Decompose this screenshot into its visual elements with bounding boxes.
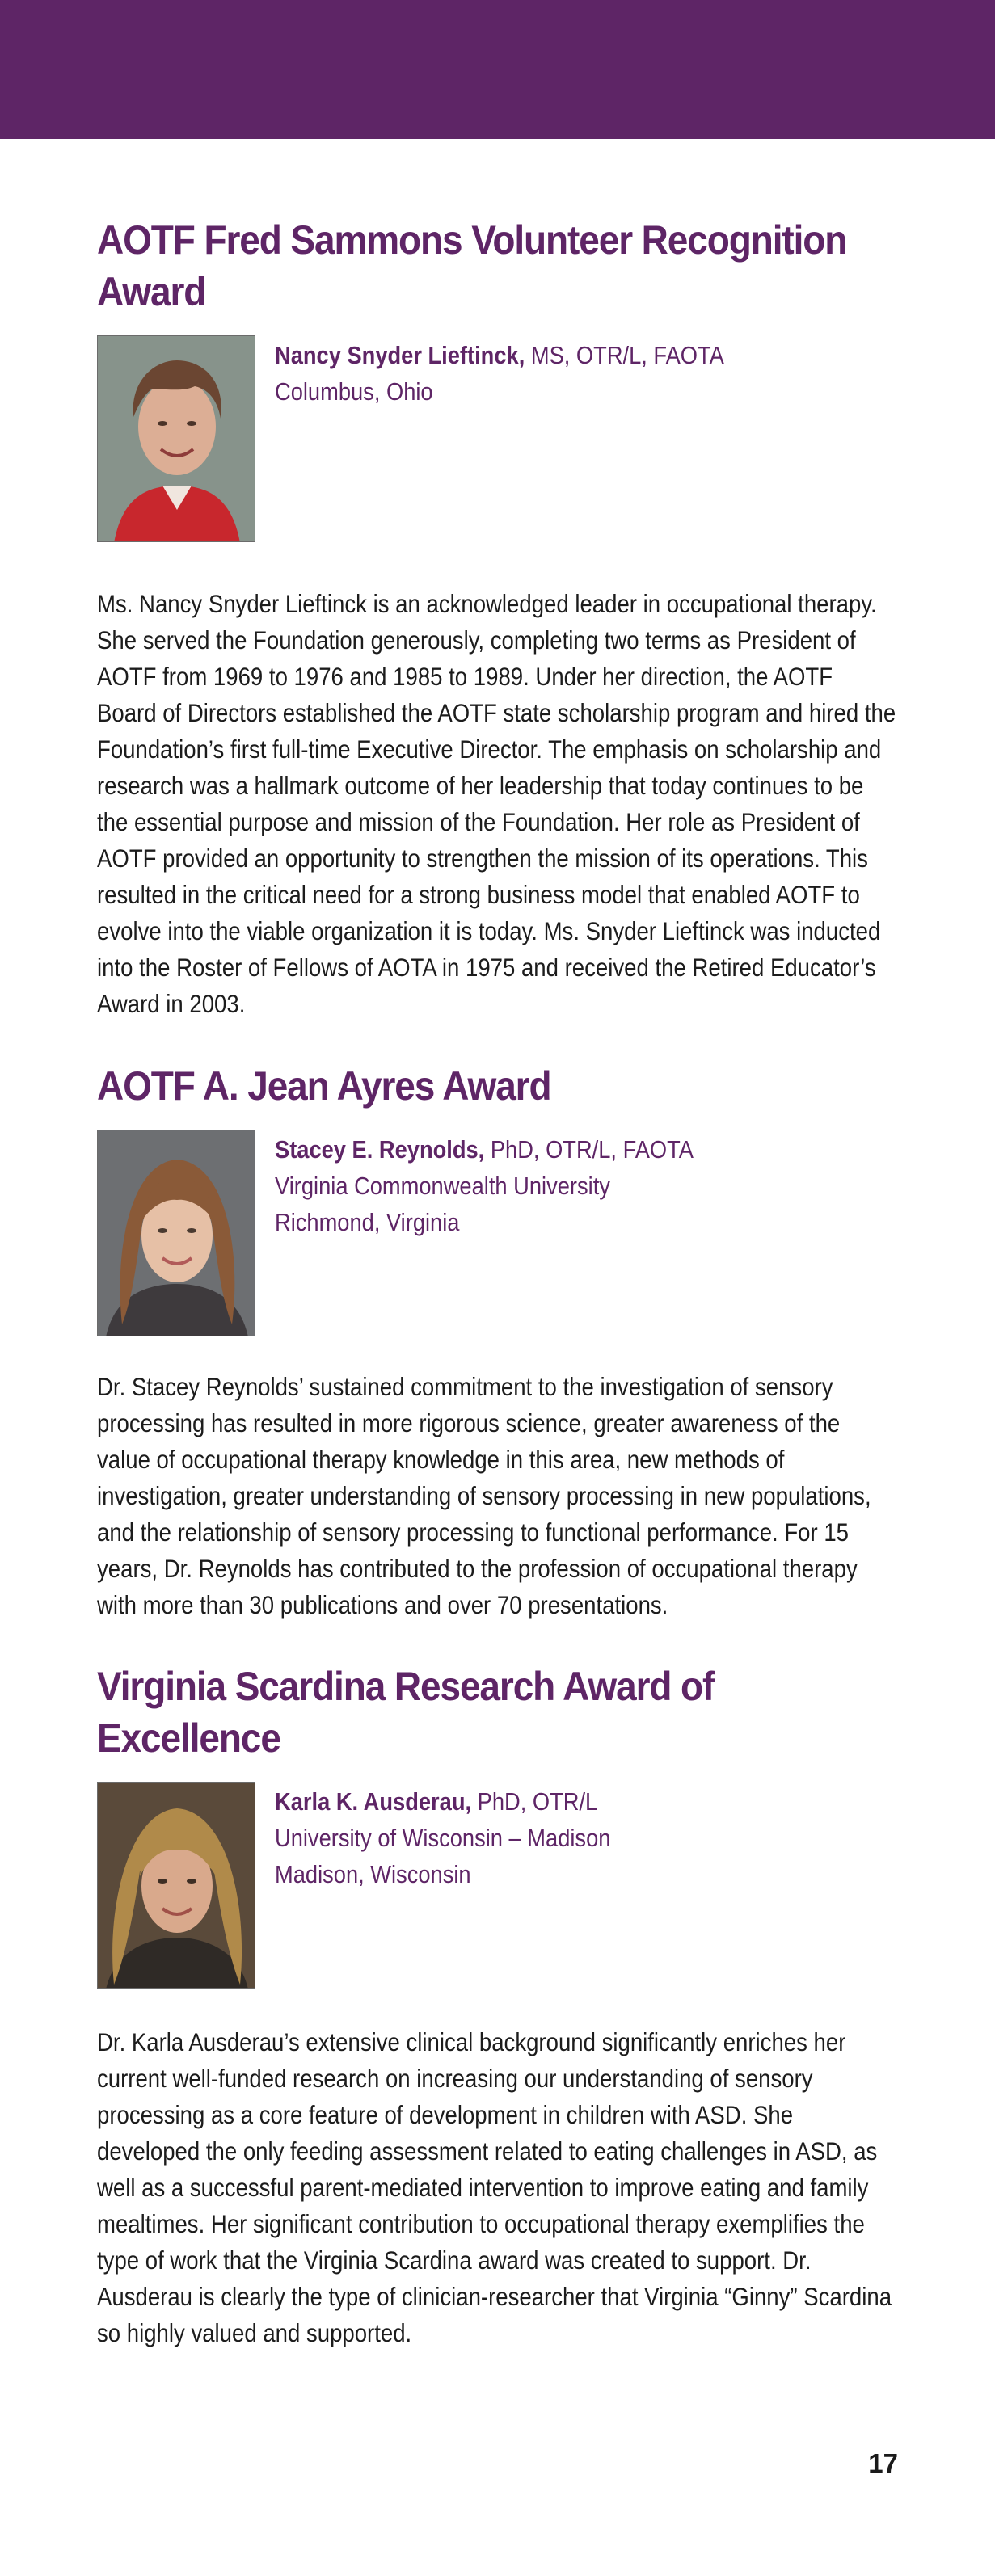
recipient-photo — [97, 1782, 255, 1989]
recipient-institution: University of Wisconsin – Madison — [275, 1824, 611, 1852]
recipient-photo — [97, 335, 255, 542]
recipient-card — [97, 1782, 897, 1990]
recipient-info — [275, 337, 786, 410]
award-section-scardina — [97, 1661, 897, 2347]
page-number: 17 — [868, 2448, 898, 2478]
recipient-name-line — [275, 1783, 610, 1820]
portrait-image — [98, 336, 255, 542]
recipient-credentials: MS, OTR/L, FAOTA — [525, 341, 724, 369]
recipient-bio: Ms. Nancy Snyder Lieftinck is an acknowledged leader in occupational therapy. She served the Foundation generously, completing two terms as President of AOTF from 1969 to 1976 and 1985 to 1989. Under her direction, the AOTF Board of Directors established the AOTF state scholarship program and hired the Foundation’s first full-time Executive Director. The emphasis on scholarship and research was a hallmark outcome of her leadership that today continues to be the essential purpose and mission of the Foundation. Her role as President of AOTF provided an opportunity to strengthen the mission of its operations. This resulted in the critical need for a strong business model that enabled AOTF to evolve into the viable organization it is today. Ms. Snyder Lieftinck was inducted into the Roster of Fellows of AOTA in 1975 and received the Retired Educator’s Award in 2003. — [97, 589, 896, 1018]
recipient-info — [275, 1131, 751, 1240]
recipient-photo — [97, 1130, 255, 1336]
recipient-name: Nancy Snyder Lieftinck, — [275, 341, 525, 369]
recipient-info — [275, 1783, 656, 1892]
recipient-card — [97, 335, 897, 544]
award-section-sammons — [97, 214, 897, 1018]
recipient-location: Madison, Wisconsin — [275, 1860, 471, 1888]
recipient-institution: Virginia Commonwealth University — [275, 1172, 610, 1200]
recipient-name: Stacey E. Reynolds, — [275, 1135, 485, 1164]
portrait-image — [98, 1130, 255, 1336]
award-section-ayres — [97, 1060, 897, 1619]
award-title: AOTF A. Jean Ayres Award — [97, 1063, 551, 1109]
recipient-name-line — [275, 337, 724, 373]
recipient-name: Karla K. Ausderau, — [275, 1787, 472, 1816]
recipient-name-line — [275, 1131, 694, 1168]
recipient-location: Columbus, Ohio — [275, 377, 433, 406]
recipient-location: Richmond, Virginia — [275, 1208, 460, 1236]
award-title: AOTF Fred Sammons Volunteer Recognition Award — [97, 217, 847, 314]
recipient-bio: Dr. Stacey Reynolds’ sustained commitment to the investigation of sensory processing has resulted in more rigorous science, greater awareness of the value of occupational therapy knowledge in this area, new methods of investigation, greater understanding of sensory processing in new populations, and the relationship of sensory processing to functional performance. For 15 years, Dr. Reynolds has contributed to the profession of occupational therapy with more than 30 publications and over 70 presentations. — [97, 1372, 871, 1619]
portrait-image — [98, 1783, 255, 1989]
award-title: Virginia Scardina Research Award of Excellence — [97, 1664, 715, 1761]
recipient-bio: Dr. Karla Ausderau’s extensive clinical background significantly enriches her current well-funded research on increasing our understanding of sensory processing as a core feature of development in children with ASD. She developed the only feeding assessment related to eating challenges in ASD, as well as a successful parent-mediated intervention to improve eating and family mealtimes. Her significant contribution to occupational therapy exemplifies the type of work that the Virginia Scardina award was created to support. Dr. Ausderau is clearly the type of clinician-researcher that Virginia “Ginny” Scardina so highly valued and supported. — [97, 2027, 892, 2347]
recipient-credentials: PhD, OTR/L — [471, 1787, 598, 1816]
header-band — [0, 0, 995, 139]
recipient-card — [97, 1130, 897, 1338]
recipient-credentials: PhD, OTR/L, FAOTA — [484, 1135, 694, 1164]
